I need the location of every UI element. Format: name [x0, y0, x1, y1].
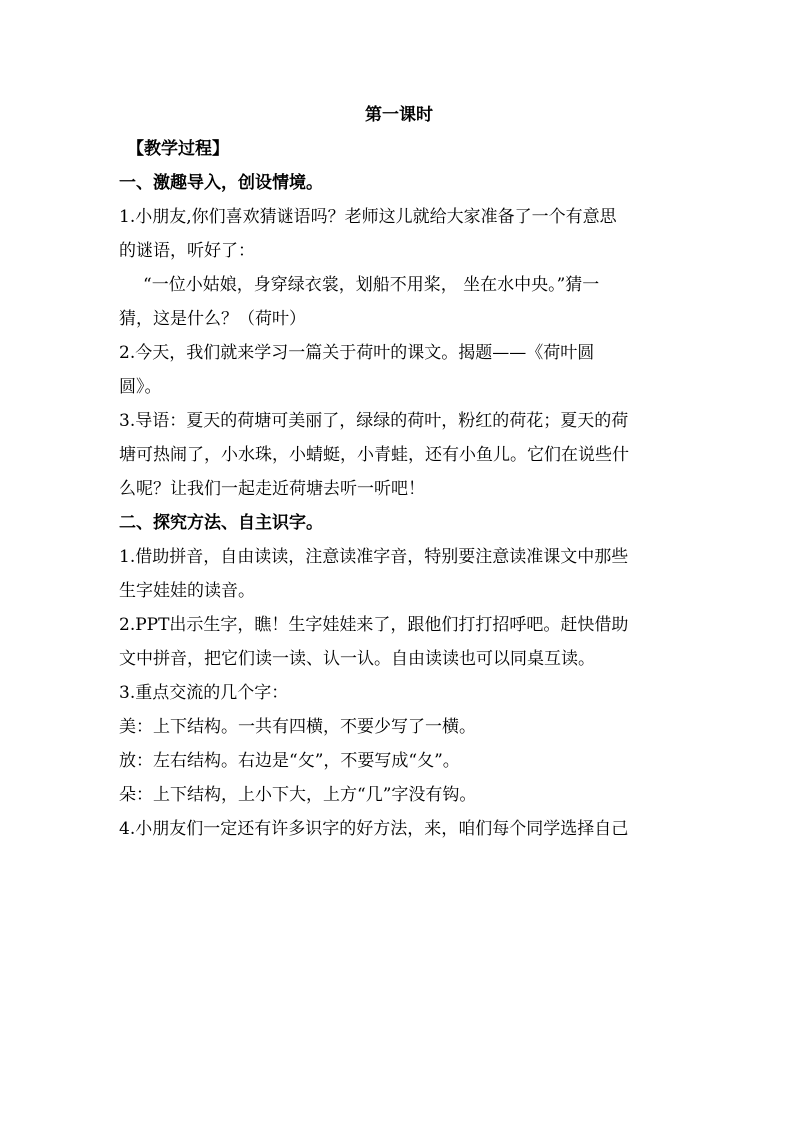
paragraph-line: 圆》。: [119, 377, 162, 397]
riddle-line: “一位小姑娘，身穿绿衣裳，划船不用桨， 坐在水中央。”猜一: [143, 275, 600, 295]
paragraph-line: 1.小朋友,你们喜欢猜谜语吗？老师这儿就给大家准备了一个有意思: [119, 207, 617, 227]
paragraph-line: 文中拼音，把它们读一读、认一认。自由读读也可以同桌互读。: [119, 649, 595, 669]
paragraph-line: 1.借助拼音，自由读读，注意读准字音，特别要注意读准课文中那些: [119, 547, 629, 567]
paragraph-line: 么呢？让我们一起走近荷塘去听一听吧！: [119, 479, 425, 499]
part2-heading: 二、探究方法、自主识字。: [119, 513, 323, 533]
document-page: [119, 98, 679, 846]
paragraph-line: 的谜语，听好了：: [119, 241, 255, 261]
character-note: 朵：上下结构，上小下大，上方“几”字没有钩。: [119, 785, 477, 805]
character-note: 美：上下结构。一共有四横，不要少写了一横。: [119, 717, 476, 737]
paragraph-line: 塘可热闹了，小水珠，小蜻蜓，小青蛙，还有小鱼儿。它们在说些什: [119, 445, 629, 465]
paragraph-line: 3.重点交流的几个字：: [119, 683, 289, 703]
paragraph-line: 2.PPT出示生字，瞧！生字娃娃来了，跟他们打打招呼吧。赶快借助: [119, 615, 629, 635]
section-header: 【教学过程】: [127, 139, 229, 159]
part1-heading: 一、激趣导入，创设情境。: [119, 173, 323, 193]
paragraph-line: 3.导语：夏天的荷塘可美丽了，绿绿的荷叶，粉红的荷花；夏天的荷: [119, 411, 629, 431]
character-note: 放：左右结构。右边是“攵”，不要写成“夂”。: [119, 751, 460, 771]
paragraph-line: 4.小朋友们一定还有许多识字的好方法，来，咱们每个同学选择自己: [119, 819, 629, 839]
riddle-line: 猜，这是什么？（荷叶）: [119, 309, 306, 329]
paragraph-line: 生字娃娃的读音。: [119, 581, 255, 601]
page-title: 第一课时: [365, 105, 433, 125]
paragraph-line: 2.今天，我们就来学习一篇关于荷叶的课文。揭题——《荷叶圆: [119, 343, 595, 363]
